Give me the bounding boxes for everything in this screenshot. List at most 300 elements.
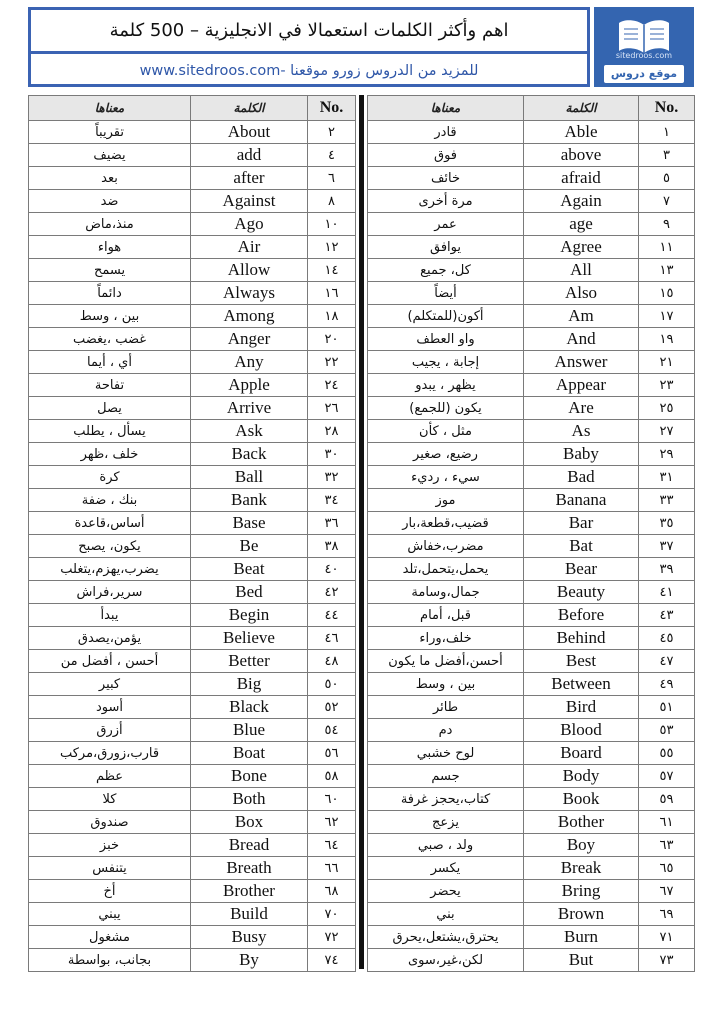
meaning-cell: مضرب،خفاش	[368, 535, 524, 558]
word-cell: Ask	[191, 420, 308, 443]
table-row	[29, 420, 356, 443]
meaning-cell: لوح خشبي	[368, 742, 524, 765]
meaning-cell: دم	[368, 719, 524, 742]
meaning-cell: قادر	[368, 121, 524, 144]
table-row	[29, 650, 356, 673]
header-meaning: معناها	[368, 96, 524, 121]
word-cell: Baby	[524, 443, 639, 466]
meaning-cell: يزعج	[368, 811, 524, 834]
meaning-cell: يتنفس	[29, 857, 191, 880]
number-cell: ٣٠	[308, 443, 356, 466]
site-logo	[594, 7, 694, 87]
table-row	[368, 742, 695, 765]
number-cell: ٣١	[639, 466, 695, 489]
word-cell: Again	[524, 190, 639, 213]
word-cell: Black	[191, 696, 308, 719]
table-row	[368, 259, 695, 282]
meaning-cell: يسمح	[29, 259, 191, 282]
logo-name: موقع دروس	[604, 65, 684, 83]
meaning-cell: دائماً	[29, 282, 191, 305]
word-cell: Any	[191, 351, 308, 374]
table-row	[29, 466, 356, 489]
number-cell: ١٨	[308, 305, 356, 328]
word-cell: Begin	[191, 604, 308, 627]
table-row	[29, 190, 356, 213]
meaning-cell: يكسر	[368, 857, 524, 880]
number-cell: ٢٩	[639, 443, 695, 466]
page-header	[28, 7, 694, 87]
number-cell: ١٢	[308, 236, 356, 259]
word-cell: Among	[191, 305, 308, 328]
meaning-cell: كرة	[29, 466, 191, 489]
meaning-cell: أكون(للمتكلم)	[368, 305, 524, 328]
table-header-row	[29, 96, 356, 121]
meaning-cell: قضيب،قطعة،بار	[368, 512, 524, 535]
table-body-right	[368, 121, 695, 972]
word-cell: Book	[524, 788, 639, 811]
word-cell: above	[524, 144, 639, 167]
table-row	[29, 535, 356, 558]
number-cell: ٧٠	[308, 903, 356, 926]
number-cell: ٥٩	[639, 788, 695, 811]
table-row	[368, 903, 695, 926]
meaning-cell: يبني	[29, 903, 191, 926]
meaning-cell: أخ	[29, 880, 191, 903]
meaning-cell: ولد ، صبي	[368, 834, 524, 857]
number-cell: ٣٤	[308, 489, 356, 512]
number-cell: ١٩	[639, 328, 695, 351]
table-row	[368, 535, 695, 558]
table-row	[368, 121, 695, 144]
meaning-cell: أحسن ، أفضل من	[29, 650, 191, 673]
word-cell: Bone	[191, 765, 308, 788]
meaning-cell: صندوق	[29, 811, 191, 834]
word-cell: Bring	[524, 880, 639, 903]
number-cell: ٧٣	[639, 949, 695, 972]
table-row	[29, 604, 356, 627]
number-cell: ١٥	[639, 282, 695, 305]
number-cell: ٦٩	[639, 903, 695, 926]
number-cell: ٣٧	[639, 535, 695, 558]
number-cell: ٢	[308, 121, 356, 144]
number-cell: ٣٩	[639, 558, 695, 581]
table-row	[29, 512, 356, 535]
vocabulary-table-left	[28, 95, 356, 972]
table-row	[29, 926, 356, 949]
number-cell: ٨	[308, 190, 356, 213]
word-cell: afraid	[524, 167, 639, 190]
meaning-cell: لكن،غير،سوى	[368, 949, 524, 972]
meaning-cell: ضد	[29, 190, 191, 213]
meaning-cell: أساس،قاعدة	[29, 512, 191, 535]
meaning-cell: يؤمن،يصدق	[29, 627, 191, 650]
meaning-cell: هواء	[29, 236, 191, 259]
number-cell: ٥٦	[308, 742, 356, 765]
table-row	[368, 558, 695, 581]
header-box	[28, 7, 590, 87]
header-number: No.	[308, 96, 356, 121]
header-word: الكلمة	[524, 96, 639, 121]
number-cell: ٢٧	[639, 420, 695, 443]
word-cell: Better	[191, 650, 308, 673]
word-cell: Apple	[191, 374, 308, 397]
number-cell: ٥٢	[308, 696, 356, 719]
table-row	[368, 144, 695, 167]
table-row	[29, 788, 356, 811]
word-cell: As	[524, 420, 639, 443]
word-cell: Bar	[524, 512, 639, 535]
word-cell: Am	[524, 305, 639, 328]
meaning-cell: كل، جميع	[368, 259, 524, 282]
meaning-cell: كلا	[29, 788, 191, 811]
number-cell: ٤٤	[308, 604, 356, 627]
meaning-cell: بين ، وسط	[29, 305, 191, 328]
table-row	[29, 627, 356, 650]
number-cell: ٥	[639, 167, 695, 190]
table-row	[368, 926, 695, 949]
number-cell: ٤٩	[639, 673, 695, 696]
table-row	[368, 420, 695, 443]
table-row	[29, 328, 356, 351]
meaning-cell: سرير،فراش	[29, 581, 191, 604]
word-cell: Blood	[524, 719, 639, 742]
number-cell: ٧١	[639, 926, 695, 949]
word-cell: Are	[524, 397, 639, 420]
meaning-cell: يكون، يصبح	[29, 535, 191, 558]
word-cell: Arrive	[191, 397, 308, 420]
table-row	[29, 742, 356, 765]
word-cell: Breath	[191, 857, 308, 880]
table-row	[29, 811, 356, 834]
meaning-cell: خلف ،ظهر	[29, 443, 191, 466]
table-row	[368, 190, 695, 213]
number-cell: ٤٨	[308, 650, 356, 673]
word-cell: Ago	[191, 213, 308, 236]
meaning-cell: عظم	[29, 765, 191, 788]
word-cell: Bank	[191, 489, 308, 512]
word-cell: Behind	[524, 627, 639, 650]
word-cell: But	[524, 949, 639, 972]
number-cell: ٩	[639, 213, 695, 236]
meaning-cell: مشغول	[29, 926, 191, 949]
page-title: اهم وأكثر الكلمات استعمالا في الانجليزية – 500 كلمة	[31, 10, 587, 54]
meaning-cell: أزرق	[29, 719, 191, 742]
word-cell: About	[191, 121, 308, 144]
meaning-cell: مرة أخرى	[368, 190, 524, 213]
logo-domain: sitedroos.com	[615, 51, 673, 60]
number-cell: ٣٣	[639, 489, 695, 512]
word-cell: after	[191, 167, 308, 190]
number-cell: ٥٠	[308, 673, 356, 696]
meaning-cell: جسم	[368, 765, 524, 788]
number-cell: ٥١	[639, 696, 695, 719]
table-row	[29, 374, 356, 397]
word-cell: Burn	[524, 926, 639, 949]
table-row	[368, 236, 695, 259]
table-row	[368, 834, 695, 857]
word-cell: Best	[524, 650, 639, 673]
table-row	[368, 167, 695, 190]
word-cell: Big	[191, 673, 308, 696]
table-row	[368, 282, 695, 305]
number-cell: ٦٠	[308, 788, 356, 811]
word-cell: Bird	[524, 696, 639, 719]
table-row	[368, 305, 695, 328]
meaning-cell: عمر	[368, 213, 524, 236]
word-cell: Busy	[191, 926, 308, 949]
number-cell: ٧	[639, 190, 695, 213]
table-row	[29, 903, 356, 926]
meaning-cell: يحضر	[368, 880, 524, 903]
table-row	[29, 259, 356, 282]
site-url-line: www.sitedroos.com- للمزيد من الدروس زورو موقعنا	[139, 62, 479, 79]
header-number: No.	[639, 96, 695, 121]
table-row	[368, 627, 695, 650]
word-cell: Between	[524, 673, 639, 696]
number-cell: ٢٥	[639, 397, 695, 420]
word-cell: Beauty	[524, 581, 639, 604]
number-cell: ٢٢	[308, 351, 356, 374]
number-cell: ٤٣	[639, 604, 695, 627]
table-row	[368, 213, 695, 236]
number-cell: ٢٣	[639, 374, 695, 397]
meaning-cell: يسأل ، يطلب	[29, 420, 191, 443]
word-cell: Able	[524, 121, 639, 144]
number-cell: ٤٢	[308, 581, 356, 604]
table-row	[368, 466, 695, 489]
table-row	[368, 397, 695, 420]
table-row	[368, 351, 695, 374]
meaning-cell: موز	[368, 489, 524, 512]
number-cell: ٦٣	[639, 834, 695, 857]
number-cell: ٦٤	[308, 834, 356, 857]
word-cell: Allow	[191, 259, 308, 282]
table-row	[368, 696, 695, 719]
word-cell: And	[524, 328, 639, 351]
number-cell: ٣٥	[639, 512, 695, 535]
number-cell: ١٠	[308, 213, 356, 236]
vocabulary-table-right	[367, 95, 695, 972]
table-row	[368, 443, 695, 466]
meaning-cell: يوافق	[368, 236, 524, 259]
number-cell: ٤٦	[308, 627, 356, 650]
number-cell: ٦٧	[639, 880, 695, 903]
meaning-cell: مثل ، كأن	[368, 420, 524, 443]
meaning-cell: خبز	[29, 834, 191, 857]
word-cell: age	[524, 213, 639, 236]
meaning-cell: كتاب،يحجز غرفة	[368, 788, 524, 811]
table-row	[29, 696, 356, 719]
table-row	[368, 811, 695, 834]
word-cell: Brown	[524, 903, 639, 926]
number-cell: ٣٨	[308, 535, 356, 558]
word-cell: Box	[191, 811, 308, 834]
number-cell: ١٣	[639, 259, 695, 282]
number-cell: ٦	[308, 167, 356, 190]
word-cell: Anger	[191, 328, 308, 351]
table-row	[368, 489, 695, 512]
word-cell: Answer	[524, 351, 639, 374]
word-cell: Agree	[524, 236, 639, 259]
table-row	[368, 650, 695, 673]
table-body-left	[29, 121, 356, 972]
header-word: الكلمة	[191, 96, 308, 121]
meaning-cell: أي ، أيما	[29, 351, 191, 374]
table-row	[29, 949, 356, 972]
table-row	[29, 489, 356, 512]
table-row	[29, 834, 356, 857]
word-cell: Back	[191, 443, 308, 466]
table-row	[29, 880, 356, 903]
word-cell: Bat	[524, 535, 639, 558]
table-row	[368, 328, 695, 351]
meaning-cell: خلف،وراء	[368, 627, 524, 650]
table-row	[29, 282, 356, 305]
word-cell: By	[191, 949, 308, 972]
word-cell: Bread	[191, 834, 308, 857]
number-cell: ٤٥	[639, 627, 695, 650]
meaning-cell: يحترق،يشتعل،يحرق	[368, 926, 524, 949]
table-row	[368, 949, 695, 972]
table-row	[29, 351, 356, 374]
meaning-cell: إجابة ، يجيب	[368, 351, 524, 374]
word-cell: Also	[524, 282, 639, 305]
table-row	[29, 673, 356, 696]
vocabulary-tables	[28, 95, 694, 969]
word-cell: add	[191, 144, 308, 167]
meaning-cell: أيضاً	[368, 282, 524, 305]
table-row	[29, 213, 356, 236]
number-cell: ٧٢	[308, 926, 356, 949]
word-cell: Bad	[524, 466, 639, 489]
meaning-cell: فوق	[368, 144, 524, 167]
word-cell: Brother	[191, 880, 308, 903]
meaning-cell: تقريباً	[29, 121, 191, 144]
table-row	[29, 443, 356, 466]
meaning-cell: بين ، وسط	[368, 673, 524, 696]
table-row	[29, 397, 356, 420]
table-row	[368, 512, 695, 535]
meaning-cell: غضب ،يغضب	[29, 328, 191, 351]
number-cell: ٤٧	[639, 650, 695, 673]
meaning-cell: بنك ، ضفة	[29, 489, 191, 512]
table-row	[29, 719, 356, 742]
number-cell: ١٦	[308, 282, 356, 305]
table-row	[368, 719, 695, 742]
table-row	[29, 558, 356, 581]
word-cell: Boy	[524, 834, 639, 857]
number-cell: ٢٦	[308, 397, 356, 420]
meaning-cell: يضيف	[29, 144, 191, 167]
meaning-cell: تفاحة	[29, 374, 191, 397]
number-cell: ٣	[639, 144, 695, 167]
number-cell: ٢٠	[308, 328, 356, 351]
table-row	[29, 121, 356, 144]
number-cell: ١٤	[308, 259, 356, 282]
word-cell: Always	[191, 282, 308, 305]
table-row	[29, 305, 356, 328]
meaning-cell: بجانب، بواسطة	[29, 949, 191, 972]
number-cell: ٥٧	[639, 765, 695, 788]
meaning-cell: بني	[368, 903, 524, 926]
meaning-cell: يحمل،يتحمل،تلد	[368, 558, 524, 581]
word-cell: Appear	[524, 374, 639, 397]
number-cell: ٦٦	[308, 857, 356, 880]
table-row	[368, 673, 695, 696]
word-cell: All	[524, 259, 639, 282]
meaning-cell: جمال،وسامة	[368, 581, 524, 604]
word-cell: Against	[191, 190, 308, 213]
table-row	[368, 765, 695, 788]
meaning-cell: رضيع، صغير	[368, 443, 524, 466]
number-cell: ١٧	[639, 305, 695, 328]
number-cell: ٢١	[639, 351, 695, 374]
meaning-cell: يبدأ	[29, 604, 191, 627]
meaning-cell: طائر	[368, 696, 524, 719]
word-cell: Base	[191, 512, 308, 535]
number-cell: ٦٥	[639, 857, 695, 880]
table-row	[29, 765, 356, 788]
word-cell: Build	[191, 903, 308, 926]
table-row	[368, 880, 695, 903]
word-cell: Body	[524, 765, 639, 788]
table-row	[29, 581, 356, 604]
meaning-cell: يكون (للجمع)	[368, 397, 524, 420]
header-meaning: معناها	[29, 96, 191, 121]
meaning-cell: واو العطف	[368, 328, 524, 351]
number-cell: ٧٤	[308, 949, 356, 972]
word-cell: Be	[191, 535, 308, 558]
table-row	[368, 374, 695, 397]
word-cell: Banana	[524, 489, 639, 512]
word-cell: Board	[524, 742, 639, 765]
number-cell: ٦٢	[308, 811, 356, 834]
number-cell: ٤	[308, 144, 356, 167]
meaning-cell: يظهر ، يبدو	[368, 374, 524, 397]
number-cell: ٤١	[639, 581, 695, 604]
number-cell: ٣٦	[308, 512, 356, 535]
number-cell: ٥٣	[639, 719, 695, 742]
number-cell: ٢٨	[308, 420, 356, 443]
word-cell: Blue	[191, 719, 308, 742]
word-cell: Beat	[191, 558, 308, 581]
table-row	[29, 236, 356, 259]
word-cell: Bed	[191, 581, 308, 604]
word-cell: Before	[524, 604, 639, 627]
meaning-cell: قارب،زورق،مركب	[29, 742, 191, 765]
column-separator	[359, 95, 364, 969]
word-cell: Ball	[191, 466, 308, 489]
word-cell: Boat	[191, 742, 308, 765]
word-cell: Bear	[524, 558, 639, 581]
table-row	[368, 788, 695, 811]
number-cell: ٢٤	[308, 374, 356, 397]
number-cell: ٥٥	[639, 742, 695, 765]
meaning-cell: أسود	[29, 696, 191, 719]
number-cell: ١	[639, 121, 695, 144]
table-row	[29, 167, 356, 190]
meaning-cell: يصل	[29, 397, 191, 420]
meaning-cell: سيء ، رديء	[368, 466, 524, 489]
word-cell: Both	[191, 788, 308, 811]
word-cell: Air	[191, 236, 308, 259]
meaning-cell: يضرب،يهزم،يتغلب	[29, 558, 191, 581]
table-row	[368, 581, 695, 604]
number-cell: ٦١	[639, 811, 695, 834]
word-cell: Break	[524, 857, 639, 880]
number-cell: ١١	[639, 236, 695, 259]
word-cell: Bother	[524, 811, 639, 834]
